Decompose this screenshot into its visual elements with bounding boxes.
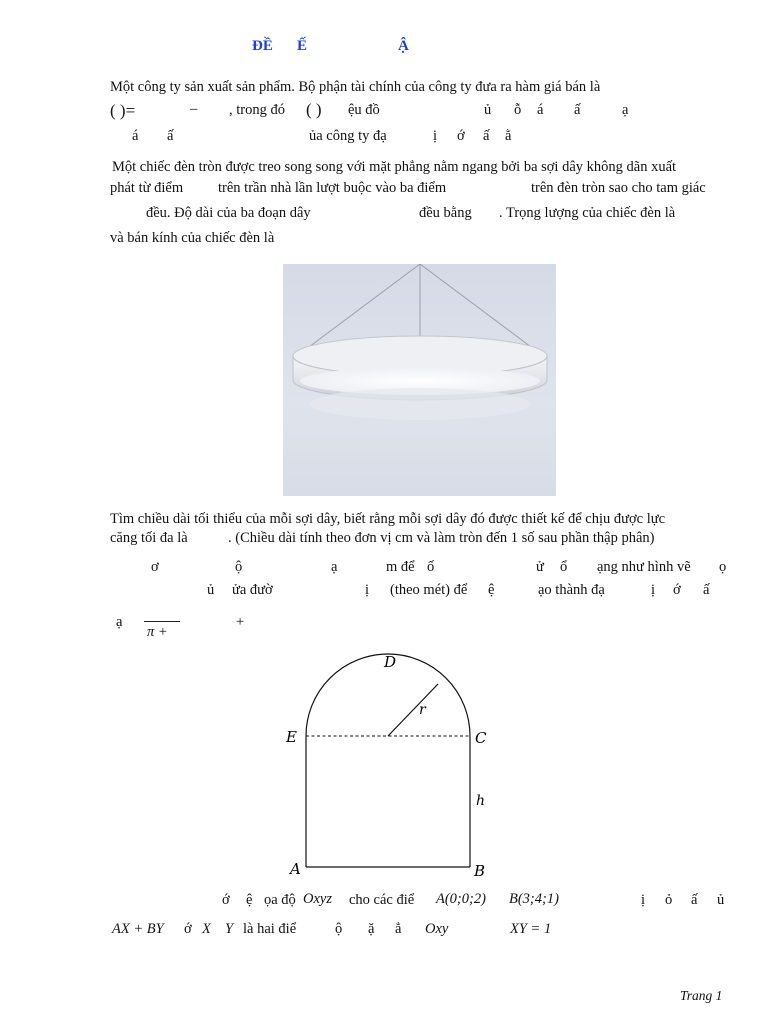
p4-l2-part-7: ẳ <box>395 921 402 937</box>
label-a: A <box>290 860 301 878</box>
label-b: B <box>474 862 486 880</box>
p3-l2-part-4: ệ <box>488 582 495 598</box>
p4-l1-part-8: ỏ <box>665 892 673 908</box>
p3-l1-part-4: ố <box>427 559 435 575</box>
p3-l1-part-7: ạng như hình vẽ <box>597 559 691 575</box>
p1-l3-part-4: ớ <box>457 128 465 144</box>
p2-l2-part-0: phát từ điểm <box>110 180 184 196</box>
p1-l2-part-5: ủ <box>484 102 492 118</box>
p1-l2-part-9: ạ <box>622 102 629 118</box>
title-part-2: Ế <box>297 38 308 54</box>
label-d: D <box>384 653 397 671</box>
p4-l2-part-4: là hai điể <box>243 921 297 937</box>
label-r: r <box>419 702 426 718</box>
p4-l1-part-0: ớ <box>222 892 230 908</box>
p4-l1-part-9: ấ <box>691 892 698 908</box>
p3-l1-part-5: ử <box>536 559 544 575</box>
p3-l3-part-1: π + <box>147 624 168 640</box>
p2-q2-part-1: . (Chiều dài tính theo đơn vị cm và làm tròn đến 1 số sau phần thập phân) <box>228 530 655 546</box>
p4-l2-part-3: Y <box>225 921 234 937</box>
problem2-line1: Một chiếc đèn tròn được treo song song với mặt phẳng nằm ngang bởi ba sợi dây không dãn xuất <box>112 159 677 175</box>
p4-l2-part-1: ớ <box>184 921 192 937</box>
p1-l3-part-2: ủa công ty đạ <box>309 128 387 144</box>
p1-l3-part-5: ấ <box>483 128 490 144</box>
p1-l2-part-3: ( ) <box>306 100 322 119</box>
problem1-line1: Một công ty sản xuất sản phẩm. Bộ phận tài chính của công ty đưa ra hàm giá bán là <box>110 79 601 95</box>
p3-l1-part-0: ơ <box>151 559 159 575</box>
p1-l3-part-1: ấ <box>167 128 174 144</box>
p3-l2-part-5: ạo thành đạ <box>538 582 605 598</box>
p4-l1-part-3: Oxyz <box>303 891 332 907</box>
p3-l2-part-6: ị <box>651 582 656 598</box>
p4-l1-part-6: B(3;4;1) <box>509 891 559 907</box>
title-part-1: ĐỀ <box>252 38 273 54</box>
p4-l1-part-7: ị <box>641 892 646 908</box>
radius-line <box>388 684 438 736</box>
p3-l3-part-2: + <box>236 614 245 630</box>
label-c: C <box>475 729 487 747</box>
lamp-illustration <box>283 264 556 496</box>
p3-l2-part-8: ấ <box>703 582 710 598</box>
p1-l2-part-4: ệu đồ <box>348 102 380 118</box>
p2-l3-part-2: . Trọng lượng của chiếc đèn là <box>499 205 676 221</box>
title-part-3: Ậ <box>398 38 409 54</box>
p3-l1-part-1: ộ <box>235 559 243 575</box>
p4-l1-part-2: ọa độ <box>264 892 296 908</box>
p1-l2-part-2: , trong đó <box>229 102 285 118</box>
p3-l3-part-0: ạ <box>116 614 123 630</box>
p3-l1-part-8: ọ <box>719 559 727 575</box>
p4-l2-part-9: XY = 1 <box>510 921 552 937</box>
p3-l1-part-6: ổ <box>560 559 568 575</box>
p3-l2-part-0: ủ <box>207 582 215 598</box>
p3-l2-part-2: ị <box>365 582 370 598</box>
p4-l1-part-4: cho các điể <box>349 892 415 908</box>
p1-l2-part-6: ỗ <box>514 102 522 118</box>
p4-l1-part-10: ủ <box>717 892 725 908</box>
window-figure <box>280 648 500 884</box>
label-h: h <box>476 793 486 809</box>
p1-l2-part-0: ( )= <box>110 101 136 120</box>
p4-l2-part-5: ộ <box>335 921 343 937</box>
p2-l3-part-1: đều bằng <box>419 205 472 221</box>
p2-l3-part-0: đều. Độ dài của ba đoạn dây <box>146 205 311 221</box>
p3-l1-part-3: m để <box>386 559 415 575</box>
problem2-line4: và bán kính của chiếc đèn là <box>110 230 275 246</box>
p4-l1-part-1: ệ <box>246 892 253 908</box>
p4-l2-part-8: Oxy <box>425 921 449 937</box>
problem2-question-line1: Tìm chiều dài tối thiểu của mỗi sợi dây, biết rằng mỗi sợi dây đó được thiết kế để chịu được lực <box>110 511 666 527</box>
fraction-bar <box>144 621 180 622</box>
p2-q2-part-0: căng tối đa là <box>110 530 188 546</box>
p1-l3-part-0: á <box>132 128 139 144</box>
p2-l2-part-1: trên trần nhà lần lượt buộc vào ba điểm <box>218 180 447 196</box>
p1-l2-part-1: – <box>190 101 198 117</box>
p1-l3-part-6: ằ <box>505 128 512 144</box>
p2-l2-part-2: trên đèn tròn sao cho tam giác <box>531 180 706 196</box>
p4-l2-part-0: AX + BY <box>112 921 164 937</box>
p1-l2-part-7: á <box>537 102 544 118</box>
p4-l1-part-5: A(0;0;2) <box>436 891 486 907</box>
p3-l1-part-2: ạ <box>331 559 338 575</box>
lamp-photo <box>283 264 556 496</box>
p4-l2-part-6: ặ <box>368 921 375 937</box>
p3-l2-part-7: ớ <box>673 582 681 598</box>
label-e: E <box>286 728 297 746</box>
p4-l2-part-2: X <box>202 921 211 937</box>
page-number: Trang 1 <box>680 988 723 1003</box>
p3-l2-part-1: ửa đườ <box>232 582 273 598</box>
p1-l3-part-3: ị <box>433 128 438 144</box>
p1-l2-part-8: ấ <box>574 102 581 118</box>
p3-l2-part-3: (theo mét) để <box>390 582 468 598</box>
